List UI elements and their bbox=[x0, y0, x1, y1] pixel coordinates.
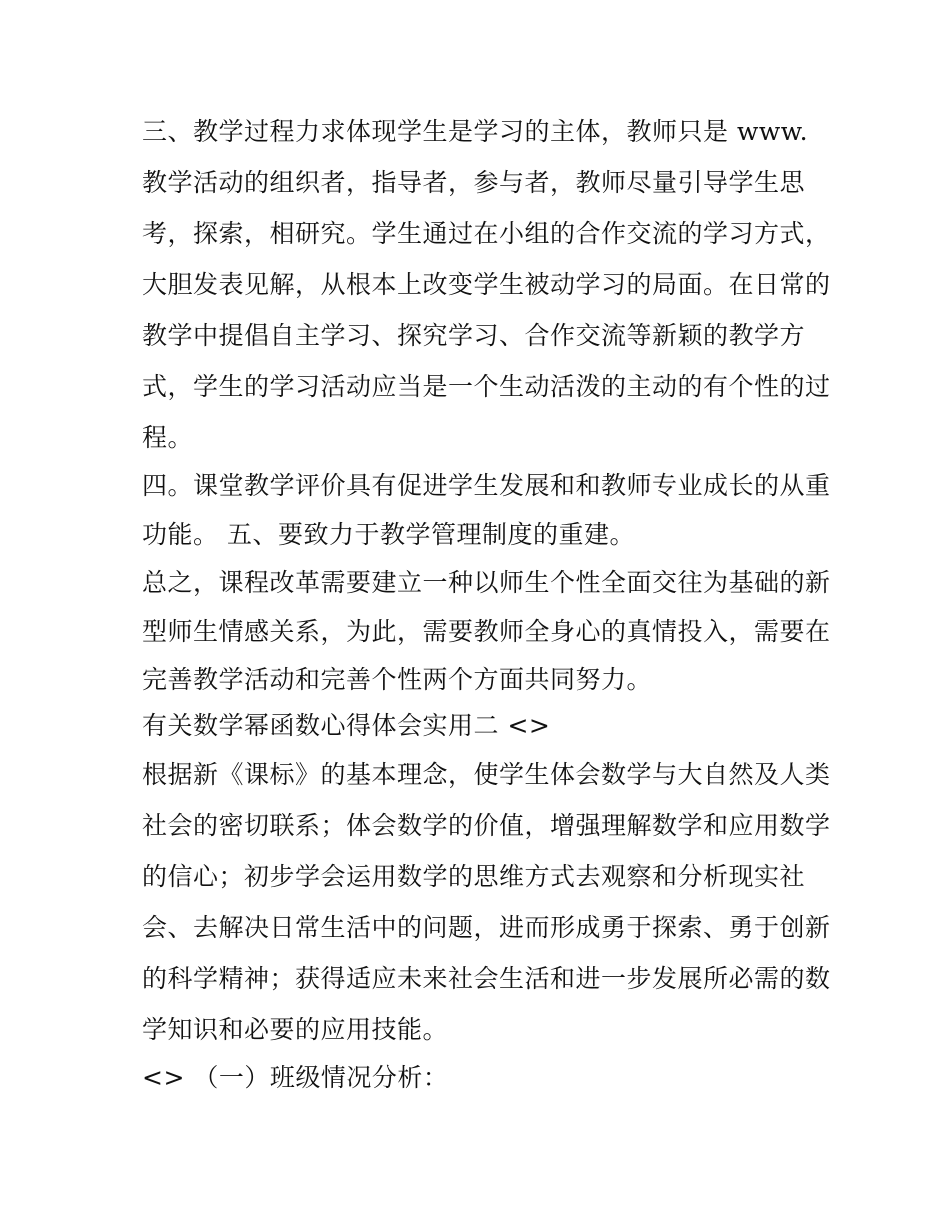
paragraph-line: 教学中提倡自主学习、探究学习、合作交流等新颖的教学方 bbox=[142, 321, 806, 350]
paragraph-line: 程。 bbox=[142, 423, 194, 452]
paragraph-line: 总之，课程改革需要建立一种以师生个性全面交往为基础的新 bbox=[142, 568, 831, 597]
paragraph-line: 考，探索，相研究。学生通过在小组的合作交流的学习方式， bbox=[142, 219, 831, 248]
paragraph-line: 根据新《课标》的基本理念，使学生体会数学与大自然及人类 bbox=[142, 760, 831, 789]
paragraph-line: 三、教学过程力求体现学生是学习的主体，教师只是 www. bbox=[142, 117, 809, 146]
paragraph-line: 大胆发表见解，从根本上改变学生被动学习的局面。在日常的 bbox=[142, 270, 831, 299]
paragraph-line: 学知识和必要的应用技能。 bbox=[142, 1015, 449, 1044]
paragraph-line: 社会的密切联系；体会数学的价值，增强理解数学和应用数学 bbox=[142, 811, 831, 840]
paragraph-line: 的信心；初步学会运用数学的思维方式去观察和分析现实社 bbox=[142, 862, 806, 891]
paragraph-line: 功能。 五、要致力于教学管理制度的重建。 bbox=[142, 520, 635, 549]
paragraph-line: 的科学精神；获得适应未来社会生活和进一步发展所必需的数 bbox=[142, 964, 831, 993]
paragraph-line: 完善教学活动和完善个性两个方面共同努力。 bbox=[142, 665, 653, 694]
document-body bbox=[142, 106, 831, 1101]
subsection-heading: <> （一）班级情况分析： bbox=[142, 1063, 449, 1092]
paragraph-line: 四。课堂教学评价具有促进学生发展和和教师专业成长的从重 bbox=[142, 471, 831, 500]
paragraph-line: 式，学生的学习活动应当是一个生动活泼的主动的有个性的过 bbox=[142, 372, 831, 401]
paragraph-line: 型师生情感关系，为此，需要教师全身心的真情投入，需要在 bbox=[142, 617, 831, 646]
paragraph-line: 会、去解决日常生活中的问题，进而形成勇于探索、勇于创新 bbox=[142, 913, 831, 942]
paragraph-line: 教学活动的组织者，指导者，参与者，教师尽量引导学生思 bbox=[142, 168, 806, 197]
section-heading: 有关数学幂函数心得体会实用二 <> bbox=[142, 711, 551, 740]
